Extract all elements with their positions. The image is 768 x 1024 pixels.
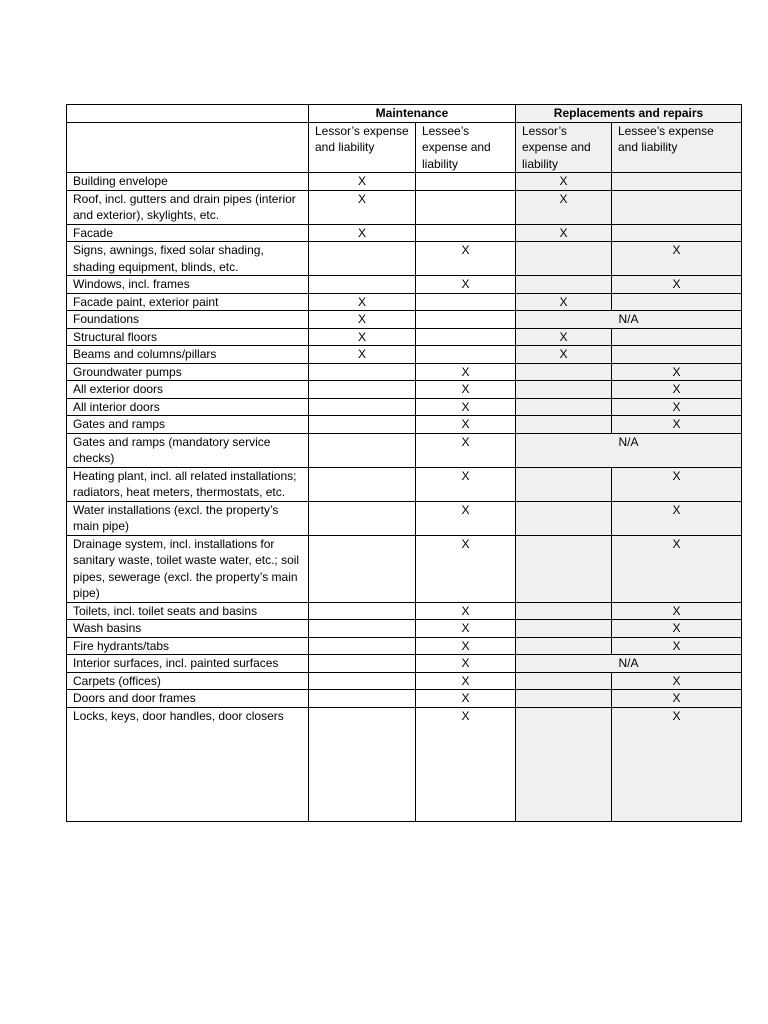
item-label: Windows, incl. frames <box>67 276 309 294</box>
lessee-maintenance-cell: X <box>416 276 516 294</box>
lessor-maintenance-cell <box>309 501 416 535</box>
lessor-maintenance-cell <box>309 535 416 602</box>
table-row <box>67 416 742 434</box>
table-row <box>67 655 742 673</box>
lessee-replacements-cell: X <box>612 707 742 724</box>
lessee-replacements-cell: X <box>612 690 742 708</box>
lessor-maintenance-cell <box>309 433 416 467</box>
lessor-maintenance-cell: X <box>309 173 416 191</box>
lessee-maintenance-cell <box>416 293 516 311</box>
table-filler-row <box>67 724 742 822</box>
lessee-replacements-cell <box>612 293 742 311</box>
item-label: Water installations (excl. the property’s main pipe) <box>67 501 309 535</box>
lessee-replacements-cell: X <box>612 637 742 655</box>
lessee-replacements-cell <box>612 346 742 364</box>
lessee-replacements-cell <box>612 328 742 346</box>
group-header-row <box>67 105 742 123</box>
lessor-maintenance-cell: X <box>309 190 416 224</box>
filler-cell <box>612 724 742 822</box>
item-label: All exterior doors <box>67 381 309 399</box>
lessee-replacements-cell: X <box>612 242 742 276</box>
item-label: Roof, incl. gutters and drain pipes (interior and exterior), skylights, etc. <box>67 190 309 224</box>
lessor-maintenance-cell <box>309 602 416 620</box>
sub-header-row <box>67 122 742 173</box>
header-empty-cell <box>67 105 309 123</box>
lessee-maintenance-cell <box>416 311 516 329</box>
lessee-maintenance-cell <box>416 224 516 242</box>
lessee-replacements-cell: X <box>612 620 742 638</box>
sub-header-empty-cell <box>67 122 309 173</box>
item-label: Heating plant, incl. all related installations; radiators, heat meters, thermostats, etc. <box>67 467 309 501</box>
lessee-maintenance-cell: X <box>416 501 516 535</box>
group-header-maintenance: Maintenance <box>309 105 516 123</box>
lessor-replacements-cell <box>516 501 612 535</box>
lessor-maintenance-cell <box>309 398 416 416</box>
lessee-maintenance-cell: X <box>416 620 516 638</box>
sub-header-lessee-maintenance: Lessee’s expense and liability <box>416 122 516 173</box>
item-label: Groundwater pumps <box>67 363 309 381</box>
table-row <box>67 190 742 224</box>
responsibility-table <box>66 104 742 822</box>
lessee-maintenance-cell: X <box>416 242 516 276</box>
item-label: Signs, awnings, fixed solar shading, shading equipment, blinds, etc. <box>67 242 309 276</box>
table-row <box>67 224 742 242</box>
lessee-replacements-cell: X <box>612 501 742 535</box>
table-row <box>67 328 742 346</box>
item-label: Facade <box>67 224 309 242</box>
item-label: Gates and ramps <box>67 416 309 434</box>
lessor-maintenance-cell <box>309 672 416 690</box>
lessee-maintenance-cell <box>416 328 516 346</box>
lessee-maintenance-cell <box>416 346 516 364</box>
item-label: Drainage system, incl. installations for sanitary waste, toilet waste water, etc.; soil pipes, sewerage (excl. the property’s main pipe) <box>67 535 309 602</box>
lessee-maintenance-cell: X <box>416 602 516 620</box>
lessor-replacements-cell: X <box>516 224 612 242</box>
lessor-maintenance-cell <box>309 381 416 399</box>
lessee-maintenance-cell: X <box>416 381 516 399</box>
group-header-replacements: Replacements and repairs <box>516 105 742 123</box>
table-row <box>67 501 742 535</box>
lessor-replacements-cell: X <box>516 190 612 224</box>
table-row <box>67 690 742 708</box>
item-label: Beams and columns/pillars <box>67 346 309 364</box>
lessor-maintenance-cell: X <box>309 224 416 242</box>
item-label: Interior surfaces, incl. painted surfaces <box>67 655 309 673</box>
lessor-replacements-cell <box>516 416 612 434</box>
table-row <box>67 293 742 311</box>
lessor-replacements-cell <box>516 602 612 620</box>
lessee-maintenance-cell: X <box>416 416 516 434</box>
lessor-maintenance-cell <box>309 467 416 501</box>
table-row <box>67 672 742 690</box>
lessor-replacements-cell <box>516 690 612 708</box>
lessee-replacements-cell: X <box>612 672 742 690</box>
item-label: Facade paint, exterior paint <box>67 293 309 311</box>
lessor-replacements-cell <box>516 276 612 294</box>
lessee-replacements-cell: X <box>612 467 742 501</box>
table-row <box>67 311 742 329</box>
lessor-maintenance-cell <box>309 620 416 638</box>
lessor-maintenance-cell <box>309 242 416 276</box>
lessor-replacements-cell <box>516 535 612 602</box>
lessee-maintenance-cell: X <box>416 467 516 501</box>
lessor-replacements-cell <box>516 672 612 690</box>
lessee-replacements-cell: X <box>612 398 742 416</box>
lessor-replacements-cell <box>516 707 612 724</box>
lessor-replacements-cell: X <box>516 346 612 364</box>
lessor-maintenance-cell: X <box>309 293 416 311</box>
lessee-replacements-cell: X <box>612 276 742 294</box>
lessor-replacements-cell <box>516 242 612 276</box>
table-row <box>67 433 742 467</box>
lessee-replacements-cell: X <box>612 363 742 381</box>
table-row <box>67 398 742 416</box>
filler-cell <box>416 724 516 822</box>
lessor-maintenance-cell <box>309 655 416 673</box>
lessee-replacements-cell: X <box>612 535 742 602</box>
lessor-replacements-cell: X <box>516 293 612 311</box>
table-row <box>67 535 742 602</box>
lessee-maintenance-cell: X <box>416 637 516 655</box>
lessee-maintenance-cell: X <box>416 672 516 690</box>
lessor-maintenance-cell: X <box>309 328 416 346</box>
table-row <box>67 276 742 294</box>
table-row <box>67 637 742 655</box>
replacements-na-cell: N/A <box>516 311 742 329</box>
lessor-maintenance-cell <box>309 707 416 724</box>
item-label: Building envelope <box>67 173 309 191</box>
item-label: Structural floors <box>67 328 309 346</box>
lessee-maintenance-cell: X <box>416 398 516 416</box>
sub-header-lessor-maintenance: Lessor’s expense and liability <box>309 122 416 173</box>
item-label: Fire hydrants/tabs <box>67 637 309 655</box>
lessee-maintenance-cell <box>416 190 516 224</box>
lessee-replacements-cell: X <box>612 416 742 434</box>
lessor-maintenance-cell <box>309 637 416 655</box>
item-label: All interior doors <box>67 398 309 416</box>
lessee-maintenance-cell <box>416 173 516 191</box>
lessee-replacements-cell <box>612 190 742 224</box>
lessor-maintenance-cell <box>309 690 416 708</box>
table-row <box>67 346 742 364</box>
lessor-replacements-cell <box>516 620 612 638</box>
lessee-maintenance-cell: X <box>416 433 516 467</box>
lessor-replacements-cell: X <box>516 173 612 191</box>
lessor-replacements-cell <box>516 467 612 501</box>
lessee-replacements-cell <box>612 224 742 242</box>
replacements-na-cell: N/A <box>516 433 742 467</box>
item-label: Foundations <box>67 311 309 329</box>
table-row <box>67 173 742 191</box>
lessor-maintenance-cell: X <box>309 311 416 329</box>
item-label: Toilets, incl. toilet seats and basins <box>67 602 309 620</box>
lessor-maintenance-cell <box>309 363 416 381</box>
lessee-maintenance-cell: X <box>416 363 516 381</box>
table-row <box>67 602 742 620</box>
table-row <box>67 707 742 724</box>
lessor-replacements-cell <box>516 637 612 655</box>
table-row <box>67 620 742 638</box>
item-label: Wash basins <box>67 620 309 638</box>
lessee-maintenance-cell: X <box>416 655 516 673</box>
lessor-maintenance-cell: X <box>309 346 416 364</box>
filler-cell <box>516 724 612 822</box>
sub-header-lessor-replacements: Lessor’s expense and liability <box>516 122 612 173</box>
lessee-replacements-cell: X <box>612 381 742 399</box>
lessor-replacements-cell <box>516 381 612 399</box>
filler-cell <box>67 724 309 822</box>
item-label: Doors and door frames <box>67 690 309 708</box>
filler-cell <box>309 724 416 822</box>
lessor-replacements-cell <box>516 398 612 416</box>
table-row <box>67 381 742 399</box>
lessee-maintenance-cell: X <box>416 690 516 708</box>
lessor-maintenance-cell <box>309 416 416 434</box>
table-row <box>67 363 742 381</box>
lessor-replacements-cell <box>516 363 612 381</box>
lessor-replacements-cell: X <box>516 328 612 346</box>
replacements-na-cell: N/A <box>516 655 742 673</box>
lessee-replacements-cell: X <box>612 602 742 620</box>
table-row <box>67 467 742 501</box>
item-label: Locks, keys, door handles, door closers <box>67 707 309 724</box>
lessee-replacements-cell <box>612 173 742 191</box>
lessee-maintenance-cell: X <box>416 535 516 602</box>
item-label: Carpets (offices) <box>67 672 309 690</box>
lessor-maintenance-cell <box>309 276 416 294</box>
table-row <box>67 242 742 276</box>
sub-header-lessee-replacements: Lessee’s expense and liability <box>612 122 742 173</box>
lessee-maintenance-cell: X <box>416 707 516 724</box>
item-label: Gates and ramps (mandatory service checks) <box>67 433 309 467</box>
table-body <box>67 173 742 822</box>
